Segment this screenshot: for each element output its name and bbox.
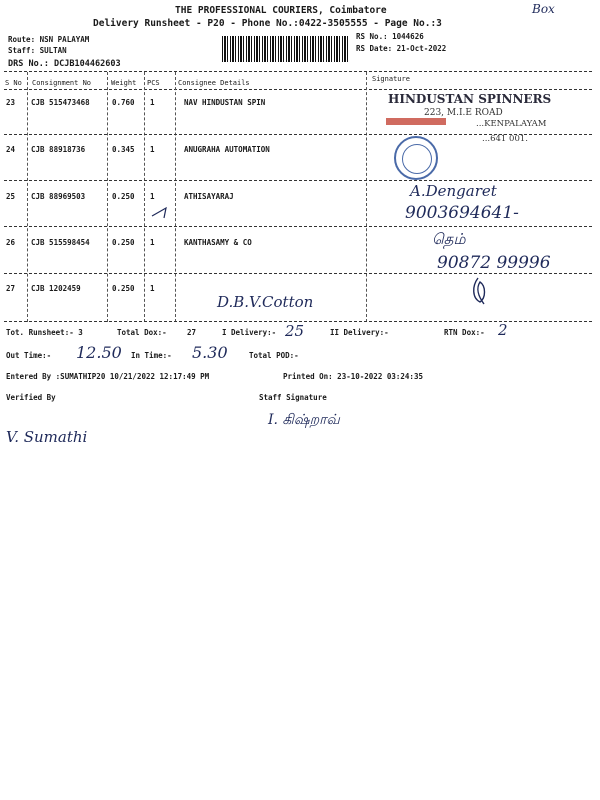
row-pcs: 1 (150, 145, 155, 154)
row-pcs: 1 (150, 192, 155, 201)
row-consignee: ATHISAYARAJ (184, 192, 234, 201)
signature-row25-name: A.Dengaret (410, 182, 497, 200)
column-separator (144, 72, 145, 322)
i-delivery-value: 25 (285, 322, 305, 340)
company-stamp-name: HINDUSTAN SPINNERS (388, 92, 552, 106)
in-time-label: In Time:- (131, 351, 172, 360)
col-sno: S No (5, 79, 22, 87)
column-separator (366, 72, 367, 322)
drs-number: DRS No.: DCJB104462603 (8, 59, 121, 69)
row-weight: 0.250 (112, 238, 135, 247)
seal-stamp (394, 136, 438, 180)
row-weight: 0.250 (112, 284, 135, 293)
row-weight: 0.345 (112, 145, 135, 154)
col-weight: Weight (111, 79, 137, 87)
column-separator (175, 72, 176, 322)
divider (4, 71, 592, 72)
staff: Staff: SULTAN (8, 46, 67, 55)
ii-delivery-label: II Delivery:- (330, 328, 389, 337)
col-pcs: PCS (147, 79, 160, 87)
verified-by-label: Verified By (6, 393, 56, 402)
tot-runsheet: Tot. Runsheet:- 3 (6, 328, 83, 337)
row-consignment: CJB 515473468 (31, 98, 90, 107)
rs-date: RS Date: 21-Oct-2022 (356, 44, 447, 53)
total-pod-label: Total POD:- (249, 351, 299, 360)
entered-by: Entered By :SUMATHIP20 10/21/2022 12:17:49 PM (6, 372, 210, 381)
company-stamp-address-3: ...641 001. (482, 134, 528, 144)
company-stamp-address: 223, M.I.E ROAD (424, 108, 503, 118)
row-consignment: CJB 88969503 (31, 192, 86, 201)
total-dox-label: Total Dox:- (117, 328, 167, 337)
in-time-value: 5.30 (192, 343, 228, 362)
verified-by-signature: V. Sumathi (6, 428, 88, 446)
row-pcs: 1 (150, 284, 155, 293)
row-consignment: CJB 515598454 (31, 238, 90, 247)
runsheet-title: Delivery Runsheet - P20 - Phone No.:0422-3505555 - Page No.:3 (93, 18, 442, 29)
row-consignment: CJB 1202459 (31, 284, 81, 293)
row-sno: 26 (6, 238, 16, 247)
row-pcs: 1 (150, 238, 155, 247)
printed-on: Printed On: 23-10-2022 03:24:35 (283, 372, 423, 381)
staff-signature: I. கிஷ்றாவ் (268, 412, 340, 428)
divider (4, 180, 592, 181)
staff-signature-label: Staff Signature (259, 393, 327, 402)
row-weight: 0.760 (112, 98, 135, 107)
col-consignee: Consignee Details (178, 79, 250, 87)
row-pcs: 1 (150, 98, 155, 107)
total-dox-value: 27 (187, 328, 197, 337)
divider (4, 226, 592, 227)
box-note: Box (532, 2, 555, 16)
rs-number: RS No.: 1044626 (356, 32, 424, 41)
rtn-dox-label: RTN Dox:- (444, 328, 485, 337)
pen-mark (150, 200, 170, 220)
row-consignment: CJB 88918736 (31, 145, 86, 154)
col-consignment: Consignment No (32, 79, 92, 87)
row-sno: 27 (6, 284, 16, 293)
i-delivery-label: I Delivery:- (222, 328, 277, 337)
signature-row27-scribble (468, 276, 492, 306)
signature-row26-name: தெம் (432, 230, 466, 248)
out-time-label: Out Time:- (6, 351, 52, 360)
signature-row25-phone: 9003694641- (405, 203, 519, 223)
rtn-dox-value: 2 (498, 321, 508, 339)
company-stamp-address-2: ...KENPALAYAM (476, 119, 547, 129)
row-consignee: NAV HINDUSTAN SPIN (184, 98, 266, 107)
col-signature: Signature (372, 75, 410, 83)
divider (4, 273, 592, 274)
column-separator (27, 72, 28, 322)
signature-row26-phone: 90872 99996 (437, 253, 551, 273)
row-weight: 0.250 (112, 192, 135, 201)
column-separator (107, 72, 108, 322)
route: Route: NSN PALAYAM (8, 35, 90, 44)
row-sno: 25 (6, 192, 16, 201)
stamp-redaction (386, 118, 446, 125)
company-title: THE PROFESSIONAL COURIERS, Coimbatore (175, 5, 387, 16)
row-sno: 23 (6, 98, 16, 107)
row-consignee: ANUGRAHA AUTOMATION (184, 145, 270, 154)
divider (4, 89, 592, 90)
signature-row27: D.B.V.Cotton (217, 293, 314, 311)
barcode (222, 36, 348, 62)
out-time-value: 12.50 (76, 343, 122, 362)
row-consignee: KANTHASAMY & CO (184, 238, 252, 247)
row-sno: 24 (6, 145, 16, 154)
